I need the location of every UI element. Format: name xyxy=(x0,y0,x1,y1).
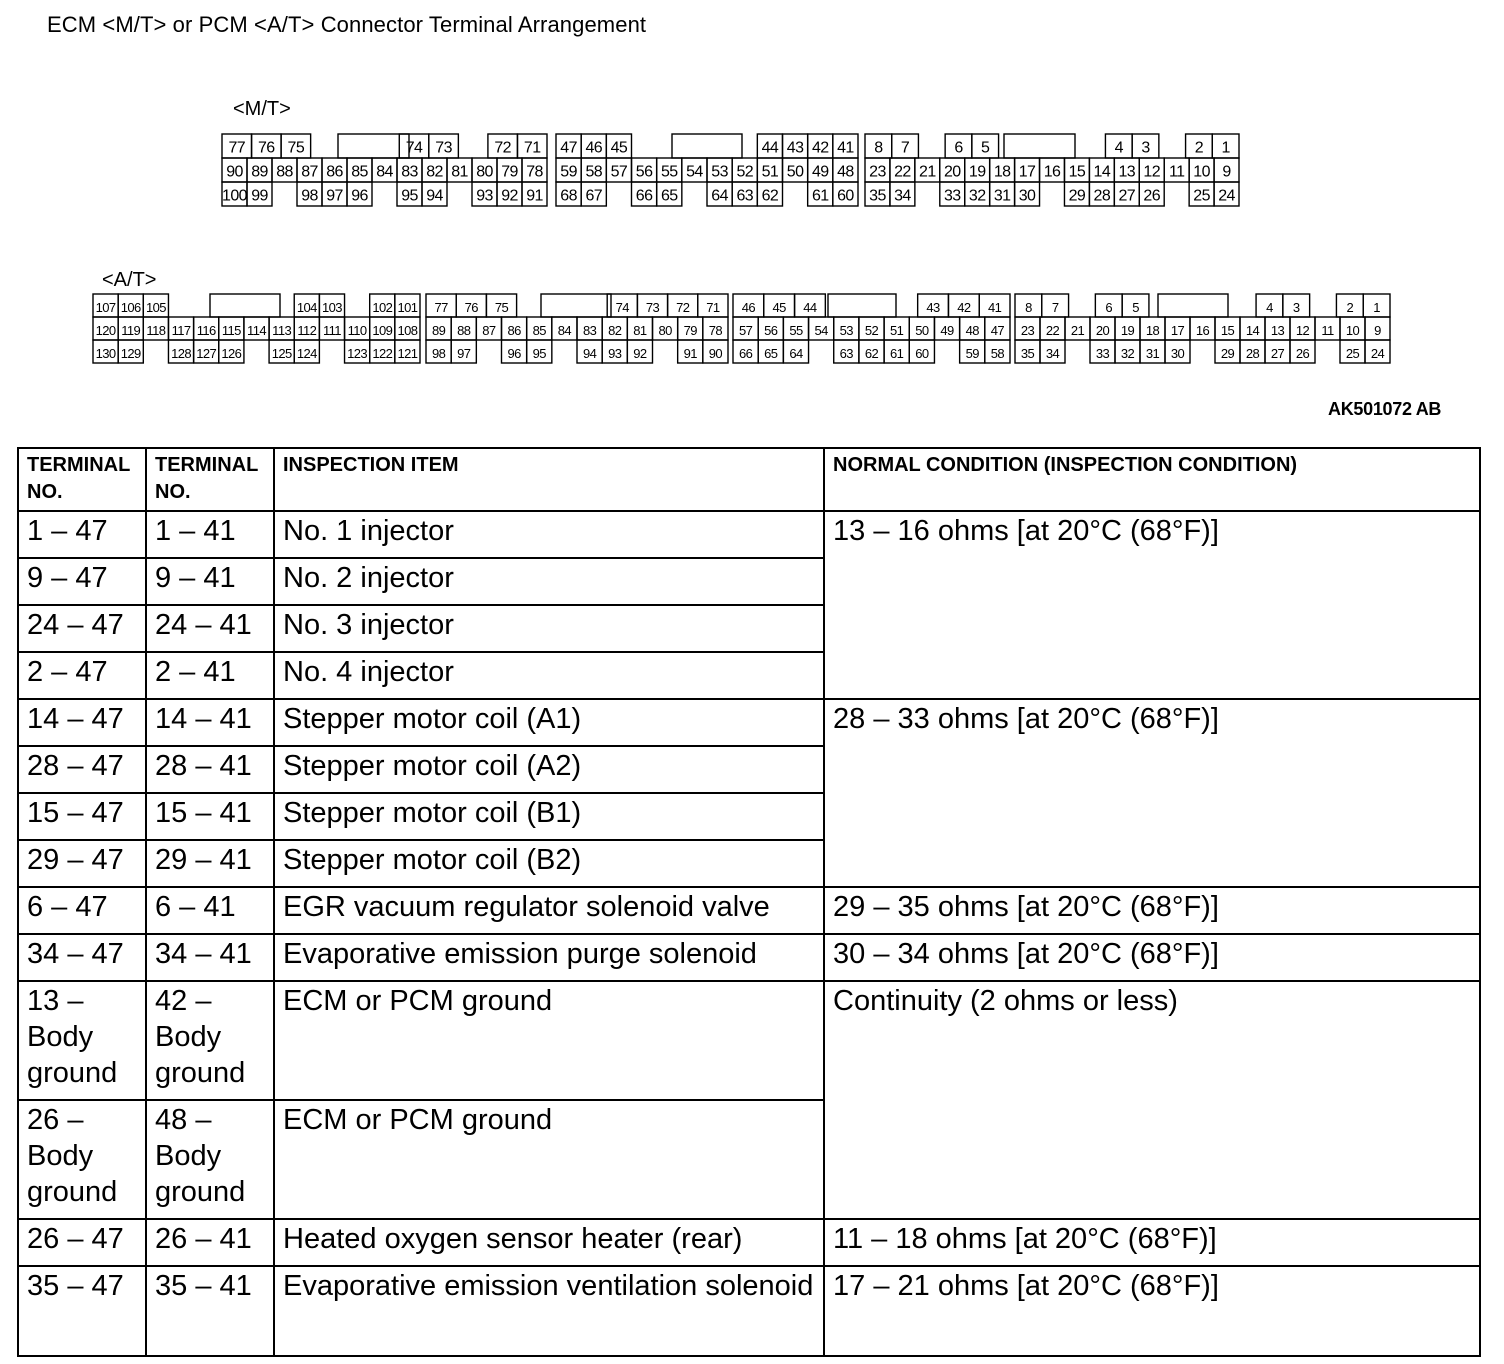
header-inspection-item: INSPECTION ITEM xyxy=(274,448,824,511)
terminal-number: 63 xyxy=(736,187,754,205)
terminal-number: 32 xyxy=(968,187,986,205)
inspection-item-cell: No. 2 injector xyxy=(274,558,824,605)
page-title: ECM <M/T> or PCM <A/T> Connector Terminal Arrangement xyxy=(47,12,647,37)
terminal-at-cell: 24 – 41 xyxy=(146,605,274,652)
terminal-number: 73 xyxy=(435,139,452,157)
terminal-number: 45 xyxy=(772,299,786,315)
terminal-number: 17 xyxy=(1170,322,1185,338)
condition-cell: 28 – 33 ohms [at 20°C (68°F)] xyxy=(824,699,1480,887)
terminal-number: 29 xyxy=(1220,345,1235,361)
terminal-number: 8 xyxy=(1025,299,1032,315)
terminal-number: 71 xyxy=(523,139,541,157)
connector-block xyxy=(93,294,420,363)
terminal-number: 23 xyxy=(1020,322,1035,338)
terminal-number: 34 xyxy=(894,187,911,205)
table-row xyxy=(18,981,1480,1100)
terminal-number: 98 xyxy=(301,187,318,205)
terminal-number: 33 xyxy=(943,187,961,205)
at-connector-label: <A/T> xyxy=(102,269,157,291)
terminal-number: 9 xyxy=(1222,163,1231,181)
terminal-number: 35 xyxy=(1020,345,1035,361)
terminal-number: 29 xyxy=(1068,187,1086,205)
terminal-number: 16 xyxy=(1195,322,1210,338)
terminal-number: 34 xyxy=(1045,345,1060,361)
connector-block xyxy=(426,294,728,363)
terminal-number: 83 xyxy=(582,322,597,338)
terminal-number: 97 xyxy=(326,187,343,205)
terminal-number: 80 xyxy=(476,163,493,181)
terminal-number: 6 xyxy=(954,139,963,157)
terminal-number: 77 xyxy=(434,299,448,315)
terminal-number: 87 xyxy=(482,322,496,338)
terminal-number: 21 xyxy=(919,163,936,181)
terminal-number: 23 xyxy=(869,163,886,181)
terminal-number: 66 xyxy=(738,345,753,361)
terminal-number: 27 xyxy=(1118,187,1136,205)
terminal-number: 27 xyxy=(1270,345,1285,361)
terminal-number: 89 xyxy=(431,322,446,338)
terminal-number: 99 xyxy=(251,187,268,205)
terminal-number: 55 xyxy=(789,322,803,338)
terminal-number: 8 xyxy=(874,139,883,157)
terminal-number: 90 xyxy=(708,345,723,361)
terminal-number: 17 xyxy=(1018,163,1036,181)
terminal-number: 20 xyxy=(943,163,961,181)
terminal-number: 18 xyxy=(993,163,1011,181)
terminal-number: 45 xyxy=(610,139,628,157)
terminal-number: 108 xyxy=(397,322,418,338)
condition-cell: 17 – 21 ohms [at 20°C (68°F)] xyxy=(824,1266,1480,1356)
terminal-number: 51 xyxy=(890,322,904,338)
connector-block xyxy=(733,294,1010,363)
terminal-number: 63 xyxy=(839,345,853,361)
table-row xyxy=(18,1219,1480,1266)
terminal-number: 112 xyxy=(297,322,317,338)
terminal-number: 71 xyxy=(706,299,720,315)
terminal-number: 114 xyxy=(247,322,266,338)
terminal-number: 109 xyxy=(372,322,393,338)
terminal-number: 20 xyxy=(1095,322,1110,338)
terminal-number: 64 xyxy=(711,187,728,205)
terminal-number: 46 xyxy=(585,139,603,157)
terminal-number: 52 xyxy=(864,322,879,338)
table-row xyxy=(18,699,1480,746)
inspection-item-cell: Evaporative emission purge solenoid xyxy=(274,934,824,981)
terminal-number: 53 xyxy=(839,322,853,338)
terminal-at-cell: 35 – 41 xyxy=(146,1266,274,1356)
terminal-number: 123 xyxy=(347,345,368,361)
terminal-number: 59 xyxy=(965,345,979,361)
terminal-number: 2 xyxy=(1346,299,1354,315)
terminal-number: 90 xyxy=(226,163,243,181)
connector-block xyxy=(865,134,1239,206)
terminal-mt-cell: 1 – 47 xyxy=(18,511,146,558)
terminal-number: 4 xyxy=(1114,139,1123,157)
terminal-number: 129 xyxy=(120,345,141,361)
terminal-number: 50 xyxy=(915,322,929,338)
terminal-number: 10 xyxy=(1345,322,1360,338)
terminal-number: 57 xyxy=(610,163,628,181)
connector-block xyxy=(1015,294,1390,363)
connector-key xyxy=(828,294,896,317)
terminal-number: 110 xyxy=(347,322,367,338)
terminal-number: 30 xyxy=(1018,187,1036,205)
terminal-number: 126 xyxy=(221,345,242,361)
terminal-number: 89 xyxy=(251,163,268,181)
terminal-number: 61 xyxy=(811,187,829,205)
terminal-number: 14 xyxy=(1093,163,1111,181)
inspection-table xyxy=(17,447,1481,1357)
terminal-number: 30 xyxy=(1170,345,1185,361)
terminal-number: 104 xyxy=(296,299,317,315)
terminal-number: 28 xyxy=(1093,187,1111,205)
terminal-at-cell: 15 – 41 xyxy=(146,793,274,840)
terminal-number: 61 xyxy=(890,345,904,361)
terminal-number: 47 xyxy=(990,322,1005,338)
terminal-number: 48 xyxy=(837,163,854,181)
terminal-number: 42 xyxy=(811,139,829,157)
terminal-number: 98 xyxy=(431,345,446,361)
terminal-number: 31 xyxy=(993,187,1011,205)
terminal-number: 19 xyxy=(968,163,986,181)
terminal-mt-cell: 13 – Body ground xyxy=(18,981,146,1100)
terminal-number: 62 xyxy=(761,187,779,205)
inspection-item-cell: Stepper motor coil (B2) xyxy=(274,840,824,887)
terminal-number: 86 xyxy=(326,163,343,181)
terminal-at-cell: 28 – 41 xyxy=(146,746,274,793)
terminal-number: 60 xyxy=(837,187,854,205)
terminal-number: 42 xyxy=(957,299,971,315)
terminal-number: 74 xyxy=(615,299,629,315)
terminal-number: 96 xyxy=(351,187,368,205)
terminal-number: 43 xyxy=(926,299,940,315)
terminal-number: 47 xyxy=(560,139,577,157)
terminal-mt-cell: 2 – 47 xyxy=(18,652,146,699)
terminal-number: 78 xyxy=(526,163,543,181)
terminal-number: 119 xyxy=(121,322,141,338)
terminal-number: 94 xyxy=(426,187,443,205)
table-row xyxy=(18,1266,1480,1356)
terminal-number: 122 xyxy=(372,345,393,361)
terminal-number: 64 xyxy=(789,345,803,361)
terminal-number: 130 xyxy=(95,345,116,361)
connector-diagram xyxy=(0,0,1504,395)
terminal-number: 74 xyxy=(405,139,423,157)
terminal-number: 4 xyxy=(1266,299,1273,315)
terminal-number: 96 xyxy=(507,345,521,361)
terminal-number: 75 xyxy=(494,299,509,315)
terminal-number: 76 xyxy=(464,299,478,315)
terminal-number: 14 xyxy=(1245,322,1260,338)
terminal-mt-cell: 26 – 47 xyxy=(18,1219,146,1266)
connector-key xyxy=(1158,294,1228,317)
connector-block xyxy=(556,134,858,206)
mt-connector-label: <M/T> xyxy=(233,98,291,120)
inspection-item-cell: EGR vacuum regulator solenoid valve xyxy=(274,887,824,934)
terminal-number: 127 xyxy=(196,345,217,361)
terminal-mt-cell: 24 – 47 xyxy=(18,605,146,652)
terminal-mt-cell: 6 – 47 xyxy=(18,887,146,934)
terminal-number: 113 xyxy=(272,322,292,338)
terminal-number: 79 xyxy=(501,163,518,181)
table-row xyxy=(18,887,1480,934)
terminal-number: 82 xyxy=(426,163,443,181)
condition-cell: Continuity (2 ohms or less) xyxy=(824,981,1480,1219)
terminal-number: 6 xyxy=(1105,299,1113,315)
terminal-mt-cell: 26 – Body ground xyxy=(18,1100,146,1219)
terminal-number: 79 xyxy=(683,322,697,338)
terminal-number: 56 xyxy=(635,163,653,181)
terminal-number: 85 xyxy=(532,322,546,338)
terminal-number: 84 xyxy=(376,163,393,181)
terminal-number: 73 xyxy=(645,299,660,315)
terminal-number: 12 xyxy=(1143,163,1161,181)
terminal-number: 55 xyxy=(660,163,678,181)
figure-id: AK501072 AB xyxy=(1328,399,1442,419)
connector-key xyxy=(1004,134,1075,158)
terminal-mt-cell: 9 – 47 xyxy=(18,558,146,605)
terminal-at-cell: 1 – 41 xyxy=(146,511,274,558)
connector-key xyxy=(338,134,409,158)
connector-key xyxy=(541,294,611,317)
terminal-number: 81 xyxy=(451,163,468,181)
terminal-number: 65 xyxy=(660,187,678,205)
terminal-number: 49 xyxy=(811,163,829,181)
terminal-number: 92 xyxy=(501,187,518,205)
terminal-number: 35 xyxy=(869,187,886,205)
terminal-number: 25 xyxy=(1193,187,1210,205)
table-header-row xyxy=(18,448,1480,511)
inspection-item-cell: No. 1 injector xyxy=(274,511,824,558)
terminal-number: 59 xyxy=(560,163,577,181)
terminal-number: 28 xyxy=(1245,345,1260,361)
table-row xyxy=(18,934,1480,981)
terminal-number: 48 xyxy=(965,322,979,338)
terminal-number: 78 xyxy=(708,322,723,338)
terminal-at-cell: 14 – 41 xyxy=(146,699,274,746)
terminal-number: 26 xyxy=(1295,345,1310,361)
terminal-number: 41 xyxy=(987,299,1002,315)
header-terminal-at: TERMINAL NO. xyxy=(146,448,274,511)
terminal-number: 10 xyxy=(1193,163,1210,181)
terminal-number: 50 xyxy=(786,163,804,181)
inspection-item-cell: ECM or PCM ground xyxy=(274,1100,824,1219)
terminal-at-cell: 34 – 41 xyxy=(146,934,274,981)
terminal-number: 1 xyxy=(1373,299,1380,315)
terminal-number: 82 xyxy=(608,322,622,338)
inspection-item-cell: No. 4 injector xyxy=(274,652,824,699)
terminal-number: 49 xyxy=(940,322,954,338)
terminal-number: 32 xyxy=(1120,345,1135,361)
terminal-number: 83 xyxy=(401,163,418,181)
terminal-number: 15 xyxy=(1220,322,1235,338)
terminal-number: 120 xyxy=(95,322,116,338)
terminal-number: 102 xyxy=(372,299,393,315)
terminal-number: 95 xyxy=(532,345,546,361)
terminal-number: 77 xyxy=(228,139,246,157)
terminal-number: 124 xyxy=(296,345,317,361)
terminal-number: 52 xyxy=(736,163,754,181)
terminal-number: 46 xyxy=(741,299,756,315)
terminal-number: 3 xyxy=(1292,299,1300,315)
terminal-number: 128 xyxy=(171,345,191,361)
terminal-number: 101 xyxy=(397,299,418,315)
terminal-number: 81 xyxy=(633,322,647,338)
terminal-number: 41 xyxy=(837,139,854,157)
terminal-number: 9 xyxy=(1374,322,1381,338)
terminal-number: 76 xyxy=(258,139,275,157)
inspection-item-cell: Heated oxygen sensor heater (rear) xyxy=(274,1219,824,1266)
terminal-at-cell: 48 – Body ground xyxy=(146,1100,274,1219)
terminal-at-cell: 6 – 41 xyxy=(146,887,274,934)
connector-key xyxy=(672,134,742,158)
terminal-number: 87 xyxy=(301,163,318,181)
terminal-number: 56 xyxy=(764,322,778,338)
terminal-number: 11 xyxy=(1321,322,1334,338)
terminal-number: 106 xyxy=(120,299,141,315)
condition-cell: 11 – 18 ohms [at 20°C (68°F)] xyxy=(824,1219,1480,1266)
terminal-number: 88 xyxy=(457,322,471,338)
terminal-number: 65 xyxy=(764,345,778,361)
terminal-number: 93 xyxy=(608,345,622,361)
terminal-mt-cell: 14 – 47 xyxy=(18,699,146,746)
terminal-number: 115 xyxy=(221,322,241,338)
terminal-number: 44 xyxy=(761,139,779,157)
mt-connector xyxy=(222,134,1239,206)
terminal-number: 51 xyxy=(761,163,779,181)
inspection-item-cell: No. 3 injector xyxy=(274,605,824,652)
terminal-number: 107 xyxy=(95,299,116,315)
at-connector xyxy=(93,294,1390,363)
terminal-number: 121 xyxy=(397,345,418,361)
terminal-number: 62 xyxy=(864,345,879,361)
terminal-number: 11 xyxy=(1168,163,1185,181)
terminal-at-cell: 29 – 41 xyxy=(146,840,274,887)
connector-key xyxy=(210,294,280,317)
inspection-item-cell: Stepper motor coil (A2) xyxy=(274,746,824,793)
terminal-mt-cell: 29 – 47 xyxy=(18,840,146,887)
header-terminal-mt: TERMINAL NO. xyxy=(18,448,146,511)
terminal-number: 67 xyxy=(585,187,603,205)
terminal-mt-cell: 34 – 47 xyxy=(18,934,146,981)
terminal-number: 103 xyxy=(322,299,342,315)
terminal-number: 72 xyxy=(676,299,690,315)
terminal-at-cell: 26 – 41 xyxy=(146,1219,274,1266)
terminal-number: 43 xyxy=(786,139,804,157)
terminal-number: 68 xyxy=(560,187,577,205)
table-row xyxy=(18,511,1480,558)
terminal-number: 7 xyxy=(1051,299,1059,315)
terminal-number: 88 xyxy=(276,163,293,181)
terminal-number: 118 xyxy=(146,322,166,338)
terminal-number: 60 xyxy=(915,345,929,361)
terminal-mt-cell: 15 – 47 xyxy=(18,793,146,840)
terminal-number: 94 xyxy=(582,345,597,361)
terminal-number: 22 xyxy=(894,163,911,181)
terminal-number: 16 xyxy=(1043,163,1061,181)
terminal-number: 91 xyxy=(683,345,697,361)
terminal-number: 24 xyxy=(1370,345,1385,361)
terminal-number: 53 xyxy=(711,163,728,181)
terminal-mt-cell: 28 – 47 xyxy=(18,746,146,793)
terminal-at-cell: 9 – 41 xyxy=(146,558,274,605)
terminal-number: 111 xyxy=(322,322,341,338)
terminal-number: 97 xyxy=(457,345,471,361)
terminal-number: 33 xyxy=(1095,345,1110,361)
terminal-number: 66 xyxy=(635,187,653,205)
terminal-number: 19 xyxy=(1120,322,1135,338)
terminal-number: 7 xyxy=(900,139,910,157)
terminal-number: 92 xyxy=(633,345,647,361)
terminal-at-cell: 2 – 41 xyxy=(146,652,274,699)
terminal-number: 85 xyxy=(351,163,368,181)
terminal-at-cell: 42 – Body ground xyxy=(146,981,274,1100)
terminal-number: 117 xyxy=(171,322,191,338)
terminal-number: 54 xyxy=(814,322,828,338)
terminal-number: 95 xyxy=(401,187,418,205)
terminal-number: 58 xyxy=(585,163,603,181)
terminal-number: 15 xyxy=(1068,163,1086,181)
terminal-number: 5 xyxy=(1132,299,1139,315)
terminal-number: 105 xyxy=(145,299,166,315)
terminal-number: 25 xyxy=(1345,345,1360,361)
terminal-number: 125 xyxy=(271,345,292,361)
terminal-number: 72 xyxy=(494,139,511,157)
terminal-number: 18 xyxy=(1145,322,1160,338)
terminal-number: 12 xyxy=(1295,322,1310,338)
terminal-number: 100 xyxy=(222,187,247,205)
terminal-number: 24 xyxy=(1218,187,1235,205)
connector-block xyxy=(222,134,547,206)
inspection-item-cell: Evaporative emission ventilation solenoid xyxy=(274,1266,824,1356)
terminal-number: 5 xyxy=(981,139,990,157)
terminal-number: 58 xyxy=(990,345,1005,361)
terminal-number: 80 xyxy=(658,322,672,338)
terminal-number: 57 xyxy=(738,322,753,338)
header-normal-condition: NORMAL CONDITION (INSPECTION CONDITION) xyxy=(824,448,1480,511)
condition-cell: 29 – 35 ohms [at 20°C (68°F)] xyxy=(824,887,1480,934)
terminal-number: 91 xyxy=(526,187,543,205)
inspection-item-cell: Stepper motor coil (A1) xyxy=(274,699,824,746)
terminal-number: 13 xyxy=(1118,163,1136,181)
terminal-number: 26 xyxy=(1143,187,1161,205)
terminal-number: 1 xyxy=(1221,139,1230,157)
terminal-mt-cell: 35 – 47 xyxy=(18,1266,146,1356)
condition-cell: 13 – 16 ohms [at 20°C (68°F)] xyxy=(824,511,1480,699)
terminal-number: 86 xyxy=(507,322,521,338)
terminal-number: 3 xyxy=(1141,139,1150,157)
terminal-number: 21 xyxy=(1070,322,1085,338)
terminal-number: 13 xyxy=(1270,322,1285,338)
inspection-item-cell: Stepper motor coil (B1) xyxy=(274,793,824,840)
terminal-number: 116 xyxy=(196,322,216,338)
terminal-number: 93 xyxy=(476,187,493,205)
terminal-number: 84 xyxy=(557,322,572,338)
terminal-number: 75 xyxy=(287,139,305,157)
condition-cell: 30 – 34 ohms [at 20°C (68°F)] xyxy=(824,934,1480,981)
terminal-number: 31 xyxy=(1145,345,1160,361)
terminal-number: 54 xyxy=(686,163,703,181)
terminal-number: 22 xyxy=(1045,322,1060,338)
terminal-number: 44 xyxy=(803,299,817,315)
terminal-number: 2 xyxy=(1194,139,1204,157)
inspection-item-cell: ECM or PCM ground xyxy=(274,981,824,1100)
